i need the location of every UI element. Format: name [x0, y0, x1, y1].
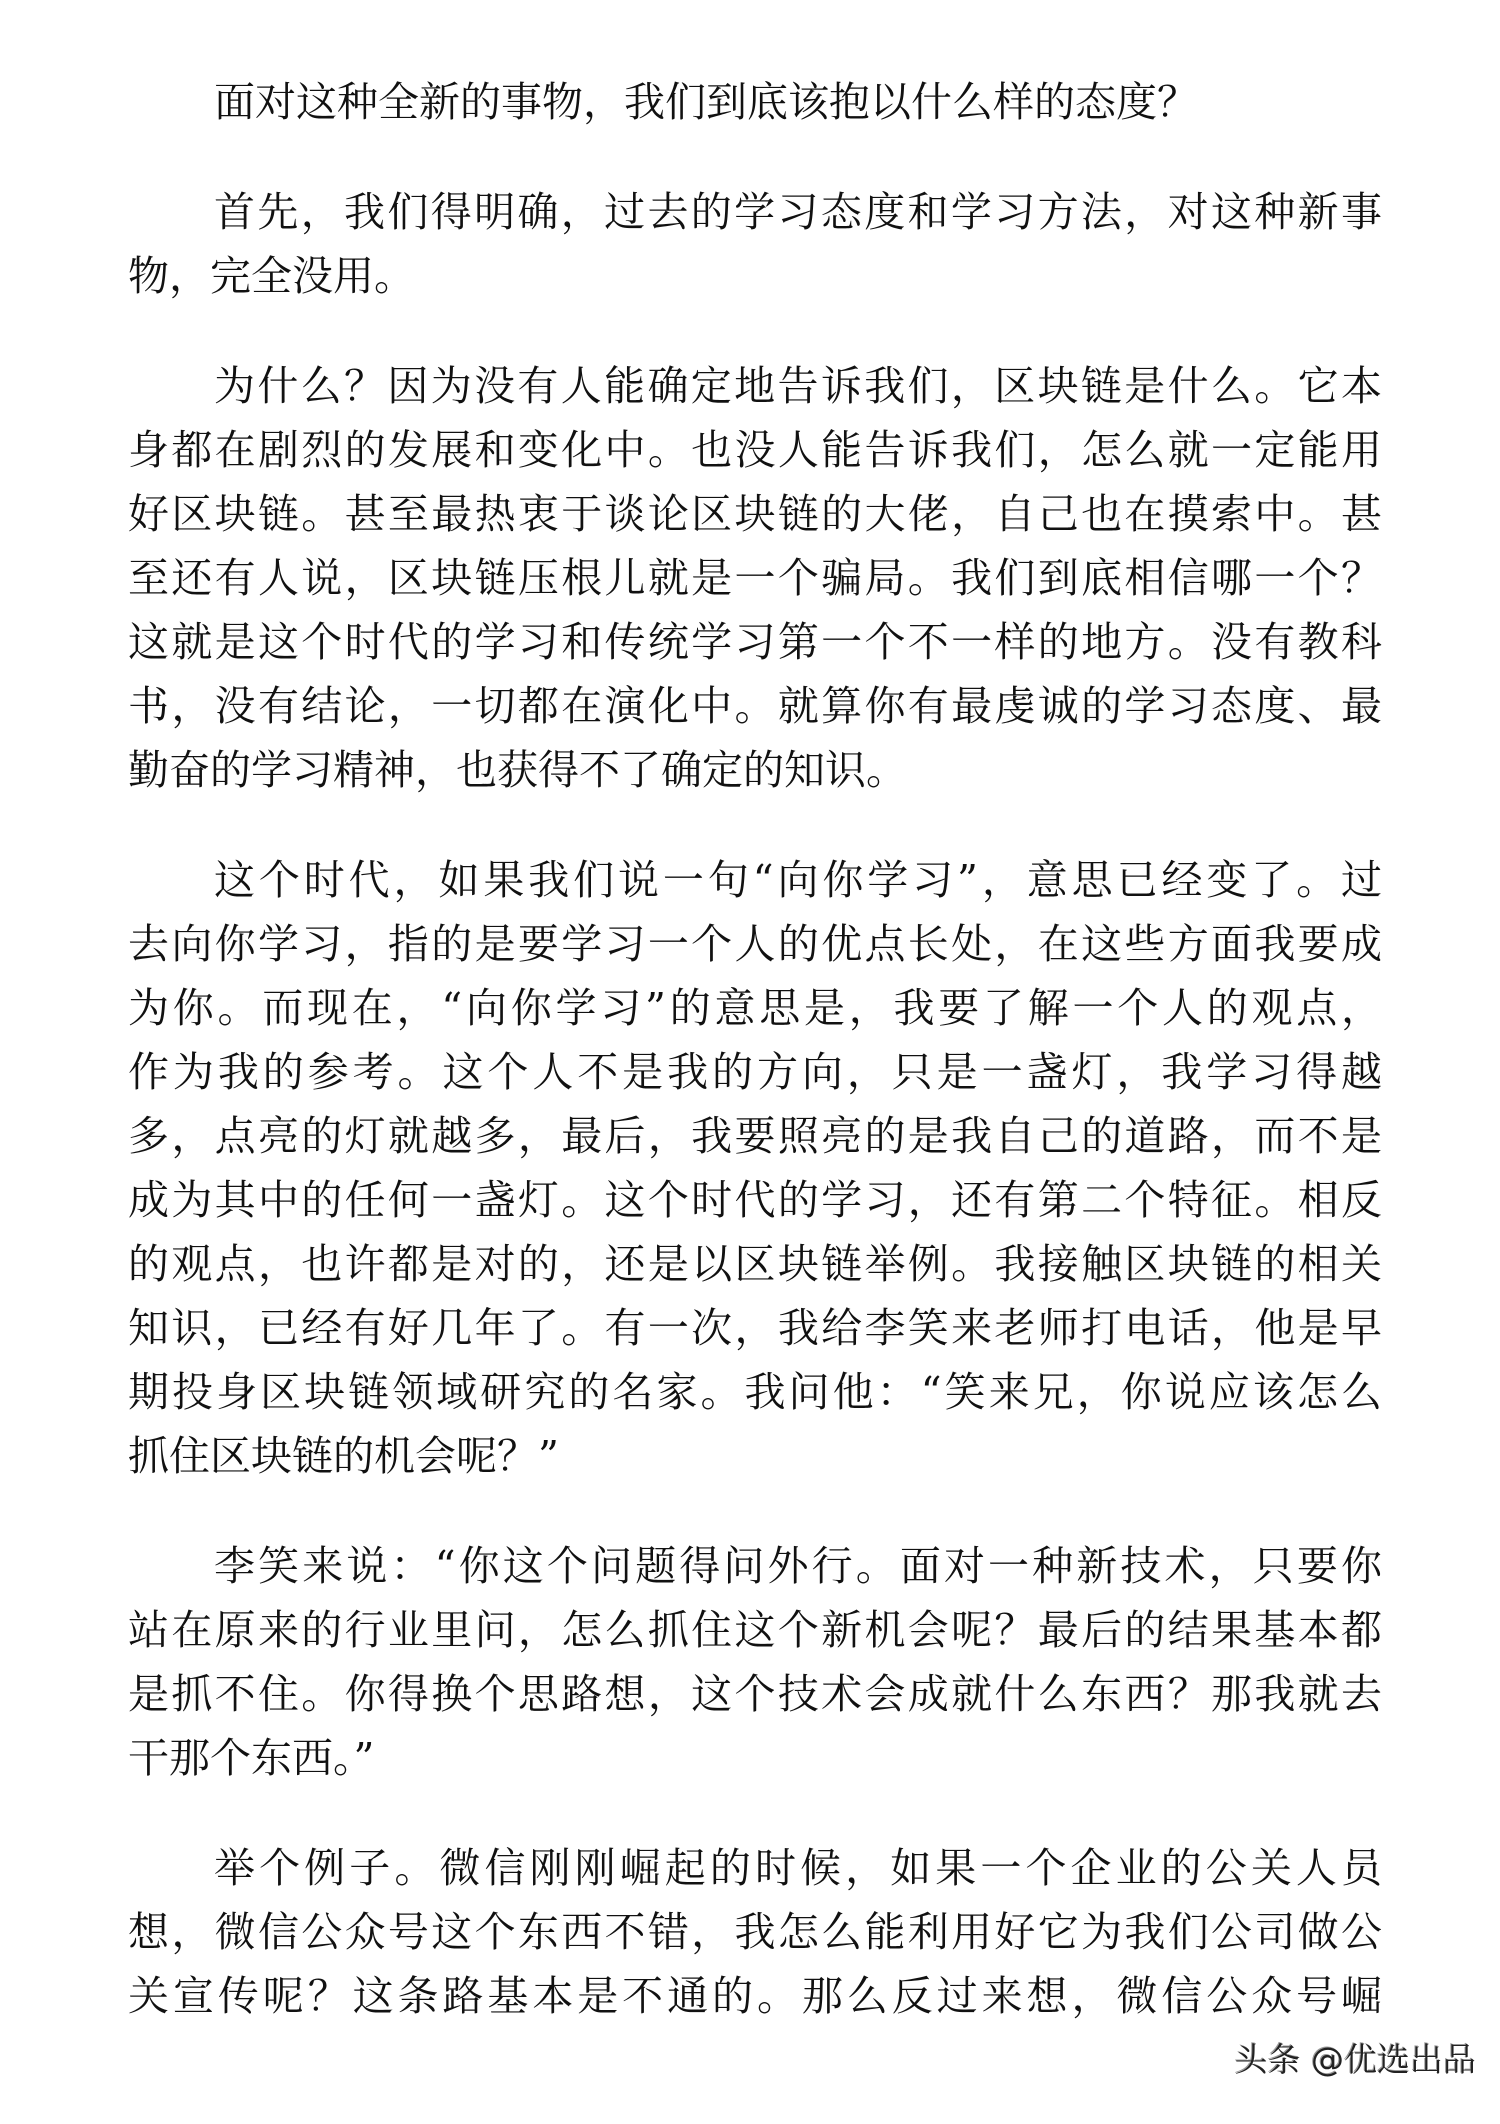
watermark: 头条 @优选出品 [1234, 2040, 1476, 2079]
text-line: 至还有人说，区块链压根儿就是一个骗局。我们到底相信哪一个？ [128, 554, 1382, 602]
paragraph [128, 354, 1382, 802]
text-line: 是抓不住。你得换个思路想，这个技术会成就什么东西？那我就去 [128, 1670, 1382, 1718]
paragraph [128, 1836, 1382, 2028]
document-body [128, 70, 1382, 2074]
text-line: 的观点，也许都是对的，还是以区块链举例。我接触区块链的相关 [128, 1240, 1382, 1288]
text-line: 这个时代，如果我们说一句“向你学习”，意思已经变了。过 [214, 856, 1382, 904]
text-line: 勤奋的学习精神，也获得不了确定的知识。 [128, 746, 907, 794]
text-line: 抓住区块链的机会呢？” [128, 1432, 559, 1480]
text-line: 站在原来的行业里问，怎么抓住这个新机会呢？最后的结果基本都 [128, 1606, 1382, 1654]
text-line: 好区块链。甚至最热衷于谈论区块链的大佬，自己也在摸索中。甚 [128, 490, 1382, 538]
text-line: 这就是这个时代的学习和传统学习第一个不一样的地方。没有教科 [128, 618, 1382, 666]
text-line: 知识，已经有好几年了。有一次，我给李笑来老师打电话，他是早 [128, 1304, 1382, 1352]
text-line: 去向你学习，指的是要学习一个人的优点长处，在这些方面我要成 [128, 920, 1382, 968]
text-line: 为你。而现在，“向你学习”的意思是，我要了解一个人的观点， [128, 984, 1382, 1032]
text-line: 物，完全没用。 [128, 252, 415, 300]
paragraph [128, 180, 1382, 308]
text-line: 多，点亮的灯就越多，最后，我要照亮的是我自己的道路，而不是 [128, 1112, 1382, 1160]
text-line: 成为其中的任何一盏灯。这个时代的学习，还有第二个特征。相反 [128, 1176, 1382, 1224]
text-line: 举个例子。微信刚刚崛起的时候，如果一个企业的公关人员 [214, 1844, 1382, 1892]
text-line: 为什么？因为没有人能确定地告诉我们，区块链是什么。它本 [214, 362, 1382, 410]
text-line: 书，没有结论，一切都在演化中。就算你有最虔诚的学习态度、最 [128, 682, 1382, 730]
text-line: 干那个东西。” [128, 1734, 375, 1782]
text-line: 期投身区块链领域研究的名家。我问他：“笑来兄，你说应该怎么 [128, 1368, 1382, 1416]
text-line: 身都在剧烈的发展和变化中。也没人能告诉我们，怎么就一定能用 [128, 426, 1382, 474]
text-line: 李笑来说：“你这个问题得问外行。面对一种新技术，只要你 [214, 1542, 1382, 1590]
paragraph [128, 1534, 1382, 1790]
text-line: 面对这种全新的事物，我们到底该抱以什么样的态度？ [214, 78, 1198, 126]
text-line: 关宣传呢？这条路基本是不通的。那么反过来想，微信公众号崛 [128, 1972, 1382, 2020]
text-line: 作为我的参考。这个人不是我的方向，只是一盏灯，我学习得越 [128, 1048, 1382, 1096]
paragraph [128, 848, 1382, 1488]
text-line: 首先，我们得明确，过去的学习态度和学习方法，对这种新事 [214, 188, 1382, 236]
paragraph [128, 70, 1382, 134]
text-line: 想，微信公众号这个东西不错，我怎么能利用好它为我们公司做公 [128, 1908, 1382, 1956]
